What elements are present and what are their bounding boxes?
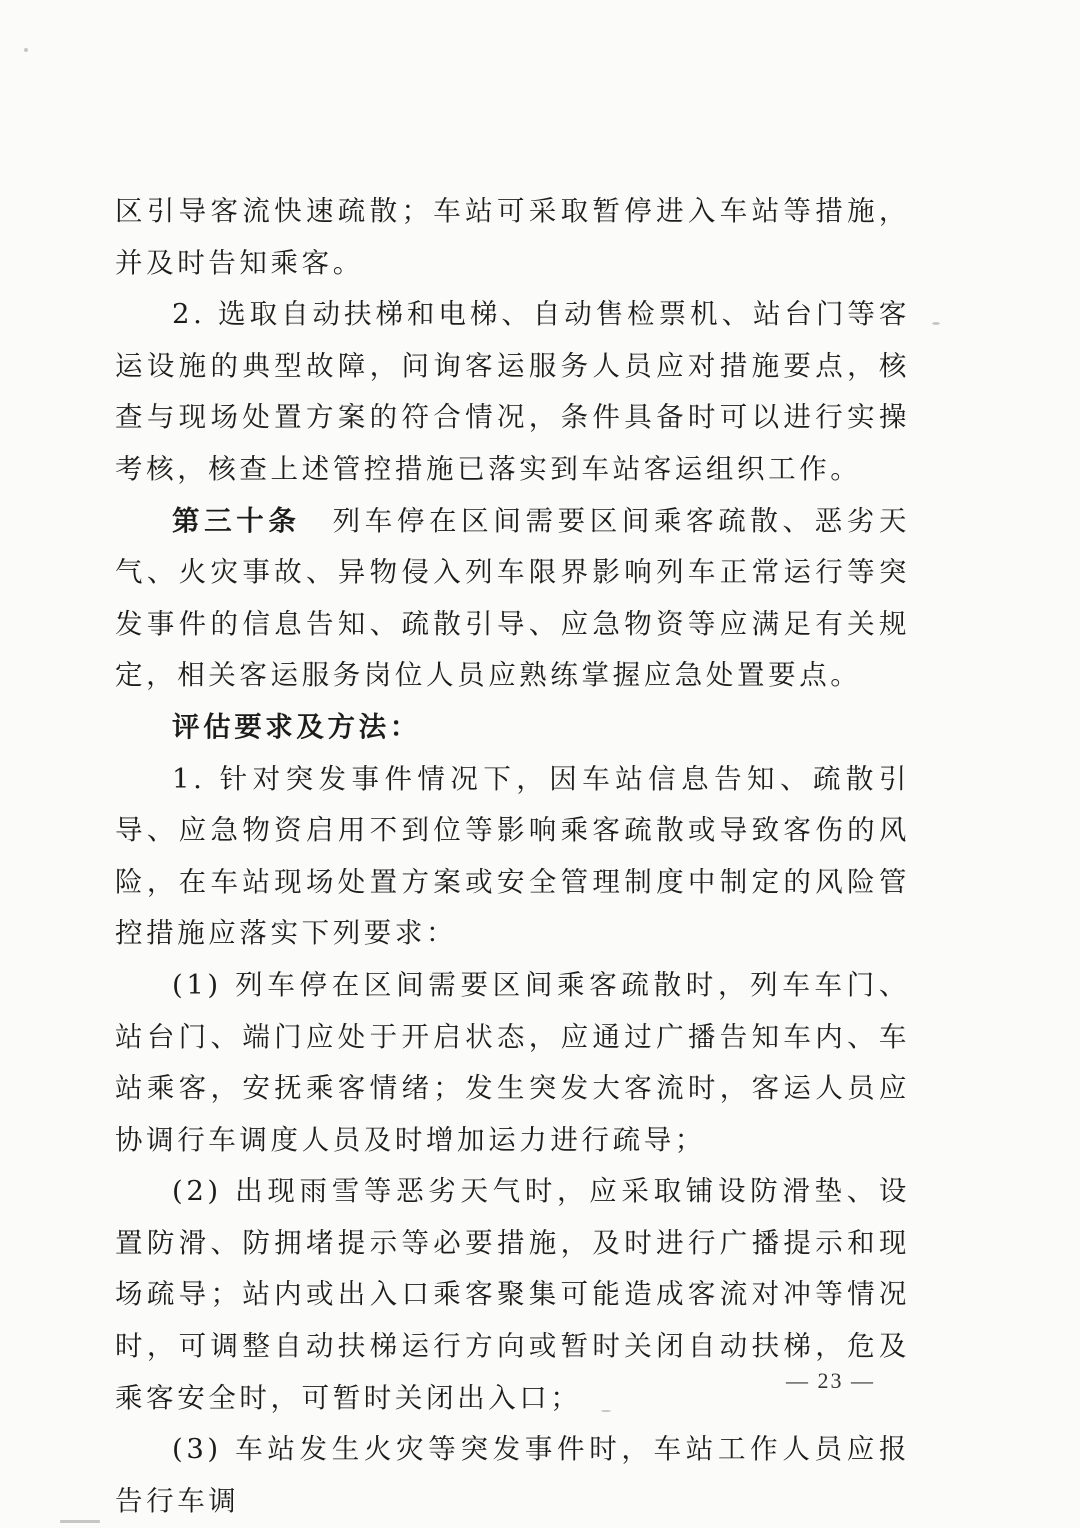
scan-speck <box>60 1520 100 1523</box>
paragraph-subitem-3 <box>115 1424 910 1527</box>
paragraph-continuation <box>115 186 910 289</box>
article-heading: 第三十条 <box>172 504 301 537</box>
page-number: — 23 — <box>786 1368 875 1393</box>
paragraph-item-2 <box>115 289 910 495</box>
paragraph-text: 2. 选取自动扶梯和电梯、自动售检票机、站台门等客运设施的典型故障，问询客运服务人员应对措施要点，核查与现场处置方案的符合情况，条件具备时可以进行实操考核，核查上述管控措施已落实到车站客运组织工作。 <box>115 298 910 485</box>
paragraph-text: 1. 针对突发事件情况下，因车站信息告知、疏散引导、应急物资启用不到位等影响乘客疏散或导致客伤的风险，在车站现场处置方案或安全管理制度中制定的风险管控措施应落实下列要求： <box>115 762 910 950</box>
paragraph-article-30 <box>115 496 910 702</box>
paragraph-assessment-heading <box>115 702 910 754</box>
body-text <box>115 186 910 1527</box>
paragraph-text: (1) 列车停在区间需要区间乘客疏散时，列车车门、站台门、端门应处于开启状态，应通过广播告知车内、车站乘客，安抚乘客情绪；发生突发大客流时，客运人员应协调行车调度人员及时增加运力进行疏导； <box>115 968 910 1156</box>
section-heading: 评估要求及方法： <box>172 710 421 743</box>
paragraph-text: 列车停在区间需要区间乘客疏散、恶劣天气、火灾事故、异物侵入列车限界影响列车正常运行等突发事件的信息告知、疏散引导、应急物资等应满足有关规定，相关客运服务岗位人员应熟练掌握应急处置要点。 <box>115 504 910 692</box>
paragraph-subitem-1 <box>115 960 910 1166</box>
paragraph-text: 区引导客流快速疏散；车站可采取暂停进入车站等措施，并及时告知乘客。 <box>115 195 910 279</box>
scan-speck <box>24 48 28 52</box>
paragraph-text: (3) 车站发生火灾等突发事件时，车站工作人员应报告行车调 <box>115 1433 910 1517</box>
paragraph-item-1 <box>115 754 910 960</box>
paragraph-text: (2) 出现雨雪等恶劣天气时，应采取铺设防滑垫、设置防滑、防拥堵提示等必要措施，及时进行广播提示和现场疏导；站内或出入口乘客聚集可能造成客流对冲等情况时，可调整自动扶梯运行方向或暂时关闭自动扶梯，危及乘客安全时，可暂时关闭出入口； <box>115 1175 910 1414</box>
scan-speck <box>932 322 940 325</box>
